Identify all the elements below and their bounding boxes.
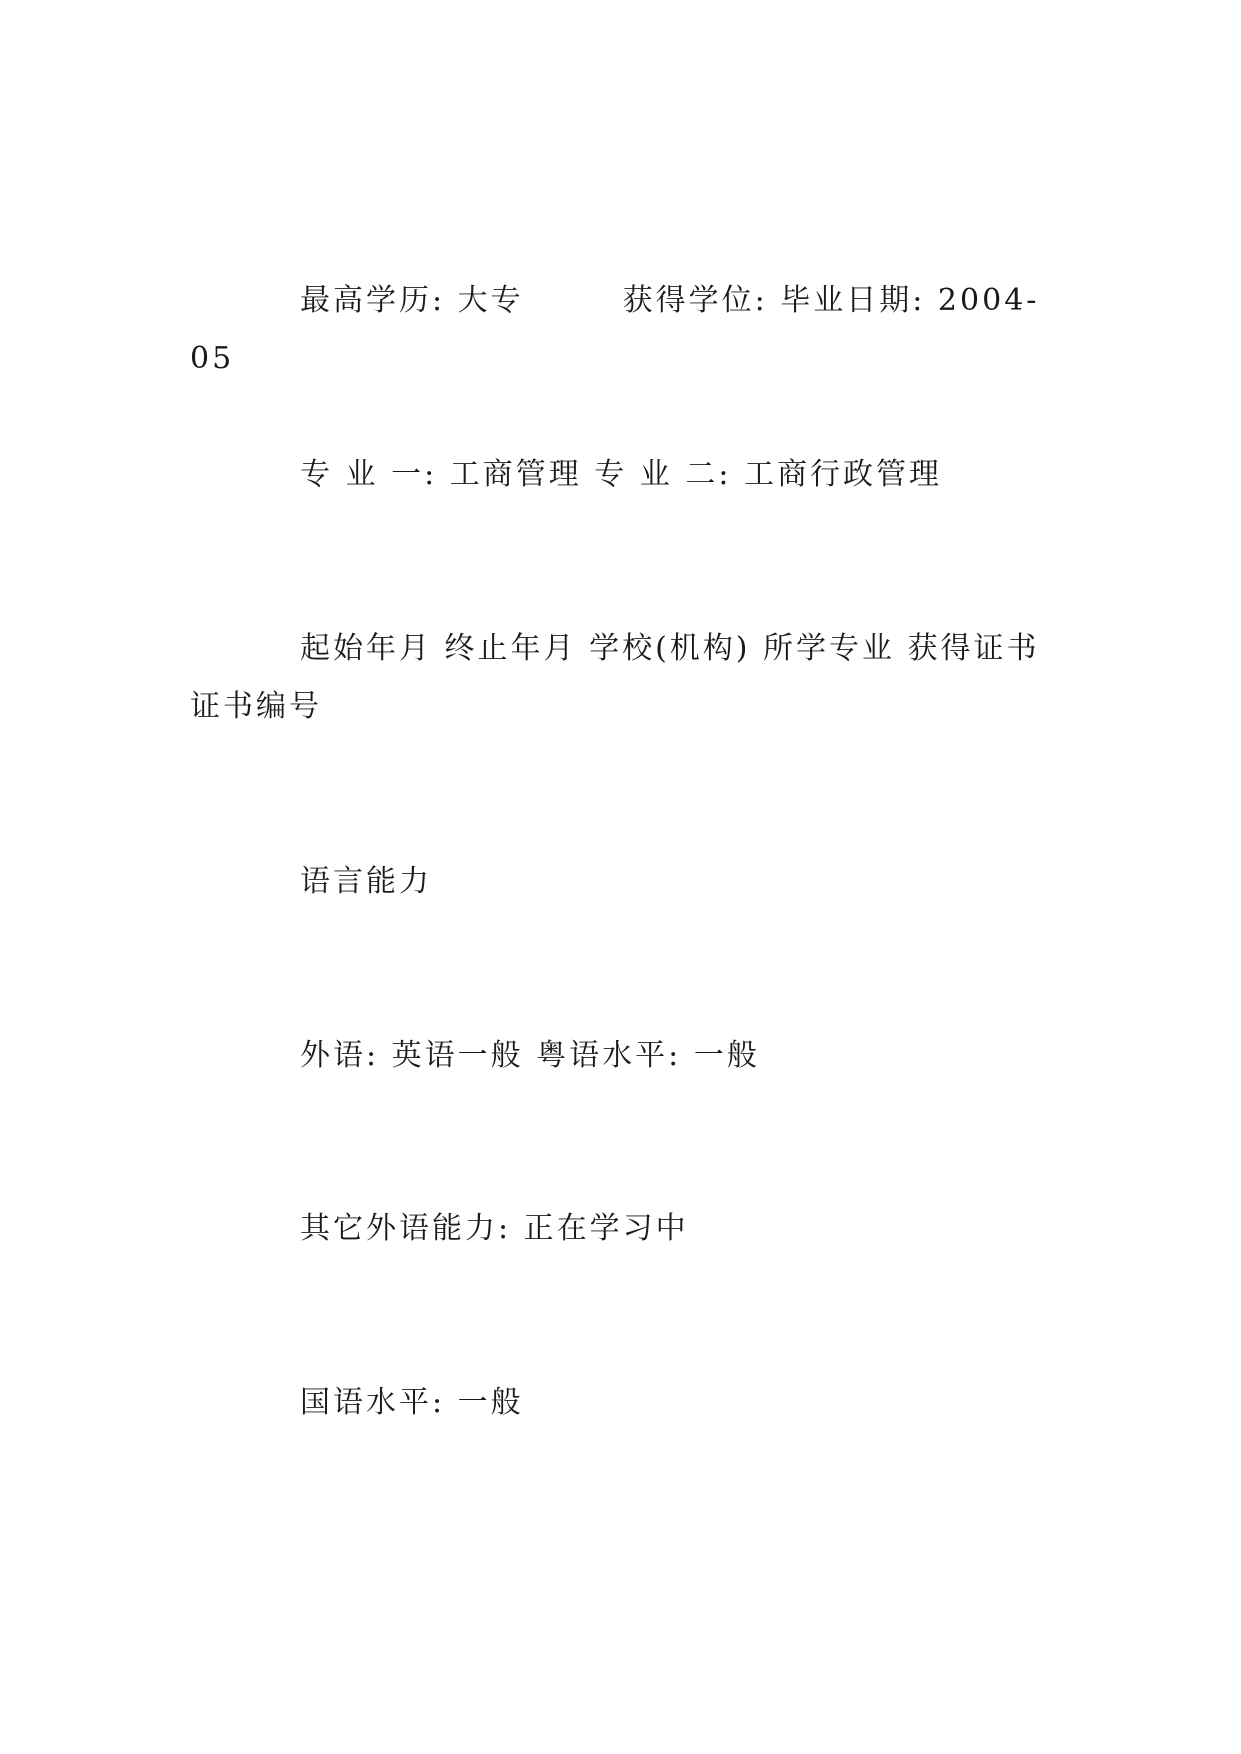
mandarin-level-line: 国语水平: 一般 [300,1385,524,1420]
section-heading-language: 语言能力 [300,864,432,899]
foreign-language-line: 外语: 英语一般 粤语水平: 一般 [300,1038,760,1073]
major-line: 专 业 一: 工商管理 专 业 二: 工商行政管理 [300,457,942,492]
education-degree-line: 最高学历: 大专 获得学位: 毕业日期: 2004-05 [190,283,1040,376]
other-language-line: 其它外语能力: 正在学习中 [300,1211,689,1246]
education-table-header: 起始年月 终止年月 学校(机构) 所学专业 获得证书 证书编号 [190,631,1040,724]
